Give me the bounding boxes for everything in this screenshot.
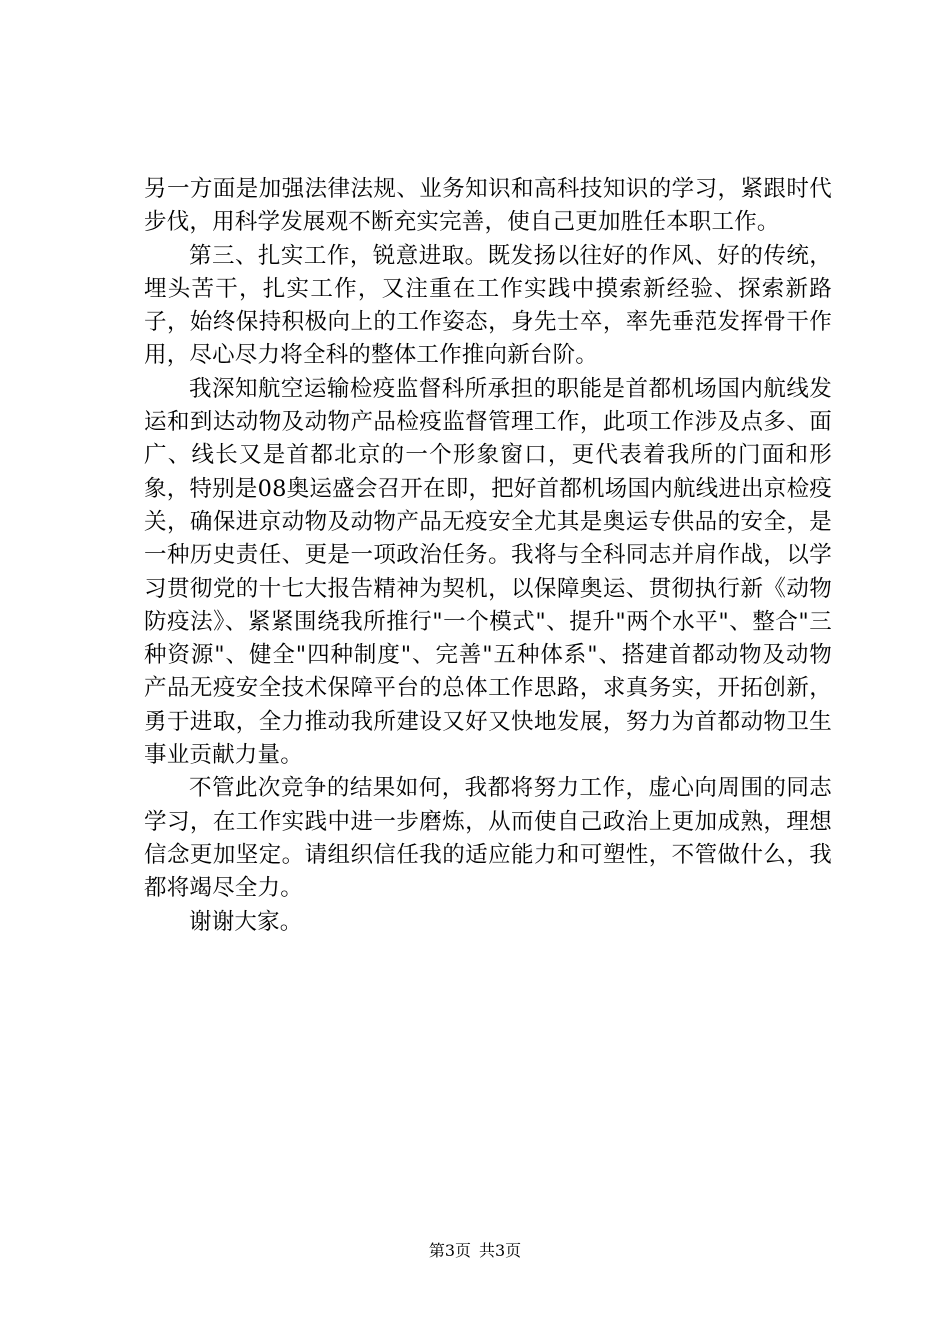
- document-body: [144, 173, 832, 939]
- paragraph-1: 另一方面是加强法律法规、业务知识和高科技知识的学习，紧跟时代步伐，用科学发展观不断充实完善，使自己更加胜任本职工作。: [144, 176, 832, 236]
- paragraph-4: 不管此次竞争的结果如何，我都将努力工作，虚心向周围的同志学习，在工作实践中进一步磨炼，从而使自己政治上更加成熟，理想信念更加坚定。请组织信任我的适应能力和可塑性，不管做什么，我都将竭尽全力。: [144, 775, 832, 902]
- paragraph-3: 我深知航空运输检疫监督科所承担的职能是首都机场国内航线发运和到达动物及动物产品检疫监督管理工作，此项工作涉及点多、面广、线长又是首都北京的一个形象窗口，更代表着我所的门面和形象，特别是08奥运盛会召开在即，把好首都机场国内航线进出京检疫关，确保进京动物及动物产品无疫安全尤其是奥运专供品的安全，是一种历史责任、更是一项政治任务。我将与全科同志并肩作战，以学习贯彻党的十七大报告精神为契机，以保障奥运、贯彻执行新《动物防疫法》、紧紧围绕我所推行"一个模式"、提升"两个水平"、整合"三种资源"、健全"四种制度"、完善"五种体系"、搭建首都动物及动物产品无疫安全技术保障平台的总体工作思路，求真务实，开拓创新，勇于进取，全力推动我所建设又好又快地发展，努力为首都动物卫生事业贡献力量。: [144, 375, 832, 769]
- page-total: 共3页: [479, 1241, 522, 1260]
- page-number: 第3页: [428, 1241, 471, 1260]
- page-footer: [0, 1240, 950, 1262]
- paragraph-5: 谢谢大家。: [189, 908, 303, 935]
- paragraph-2: 第三、扎实工作，锐意进取。既发扬以往好的作风、好的传统，埋头苦干，扎实工作，又注重在工作实践中摸索新经验、探索新路子，始终保持积极向上的工作姿态，身先士卒，率先垂范发挥骨干作用，尽心尽力将全科的整体工作推向新台阶。: [144, 242, 832, 369]
